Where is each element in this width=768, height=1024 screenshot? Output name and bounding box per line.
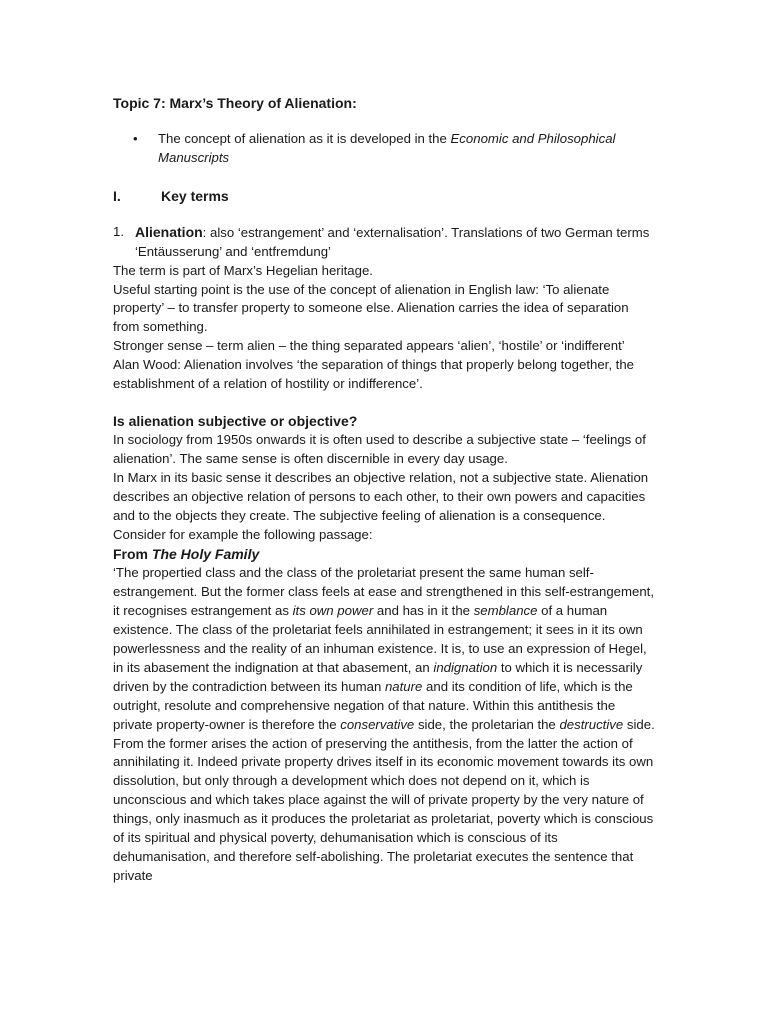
quote-source-heading xyxy=(113,544,658,564)
bullet-item xyxy=(113,130,658,168)
section-label: Key terms xyxy=(161,187,229,204)
quote-italic: nature xyxy=(384,678,423,694)
quote-text: side, the proletarian the xyxy=(414,716,560,732)
term-word: Alienation xyxy=(135,223,203,240)
quote-text: and its condition of life, which is the outright, resolute and comprehensive negation of that nature. Within this antithesis the private property-owner is therefore the xyxy=(113,678,633,732)
quote-italic: its own power xyxy=(292,603,374,619)
quote-text: ‘The propertied class and the class of the proletariat present the same human self-estrangement. But the former class feels at ease and strengthened in this self-estrangement, it recognises estrangement as xyxy=(113,565,654,619)
bullet-text: The concept of alienation as it is developed in the xyxy=(158,131,451,146)
quote-italic: conservative xyxy=(340,716,415,732)
term-number: 1. xyxy=(113,223,124,239)
quote-source-title: The Holy Family xyxy=(151,546,260,563)
term-description: : also ‘estrangement’ and ‘externalisation’. Translations of two German terms ‘Entäusserung’ and ‘entfremdung’ xyxy=(135,224,650,259)
bullet-icon: • xyxy=(133,131,138,146)
section-heading xyxy=(113,185,658,207)
quote-source-prefix: From xyxy=(113,546,152,563)
quote-paragraph xyxy=(113,564,658,885)
page-title: Topic 7: Marx’s Theory of Alienation: xyxy=(113,95,357,111)
quote-text: side. From the former arises the action of preserving the antithesis, from the latter the action of annihilating it. Indeed private property drives itself in its economic movement towards its own dissolution, but only through a development which does not depend on it, which is unconscious and which takes place against the will of private property by the very nature of things, only inasmuch as it produces the proletariat as proletariat, poverty which is conscious of its spiritual and physical poverty, dehumanisation which is conscious of its dehumanisation, and therefore self-abolishing. The proletariat executes the sentence that private xyxy=(113,716,655,883)
quote-text: and has in it the xyxy=(373,603,474,619)
quote-text: of a human existence. The class of the proletariat feels annihilated in estrangement; it sees in it its own powerlessness and the reality of an inhuman existence. It is, to use an expression of Hegel, in its abasement the indignation at that abasement, an xyxy=(113,603,647,675)
quote-italic: destructive xyxy=(559,716,624,732)
section-number: I. xyxy=(113,187,121,204)
paragraph: Stronger sense – term alien – the thing separated appears ‘alien’, ‘hostile’ or ‘indifferent’ xyxy=(113,338,625,354)
document-page xyxy=(113,92,658,886)
paragraph: The term is part of Marx’s Hegelian heritage. xyxy=(113,262,373,278)
subheading: Is alienation subjective or objective? xyxy=(113,412,358,429)
paragraph: Alan Wood: Alienation involves ‘the separation of things that properly belong together, the establishment of a relation of hostility or indifference’. xyxy=(113,357,635,392)
paragraph: Consider for example the following passage: xyxy=(113,526,373,542)
paragraph: In Marx in its basic sense it describes an objective relation, not a subjective state. Alienation describes an objective relation of persons to each other, to their own powers and capacities and to the objects they create. The subjective feeling of alienation is a consequence. xyxy=(113,469,649,523)
bullet-italic-text: Economic and Philosophical Manuscripts xyxy=(158,131,616,165)
paragraph: Useful starting point is the use of the concept of alienation in English law: ‘To alienate property’ – to transfer property to someone else. Alienation carries the idea of separation from something. xyxy=(113,281,629,335)
quote-italic: indignation xyxy=(433,659,498,675)
paragraph: In sociology from 1950s onwards it is often used to describe a subjective state – ‘feelings of alienation’. The same sense is often discernible in every day usage. xyxy=(113,431,646,466)
term-item xyxy=(113,223,658,262)
quote-italic: semblance xyxy=(473,603,538,619)
quote-text: to which it is necessarily driven by the contradiction between its human xyxy=(113,659,643,694)
